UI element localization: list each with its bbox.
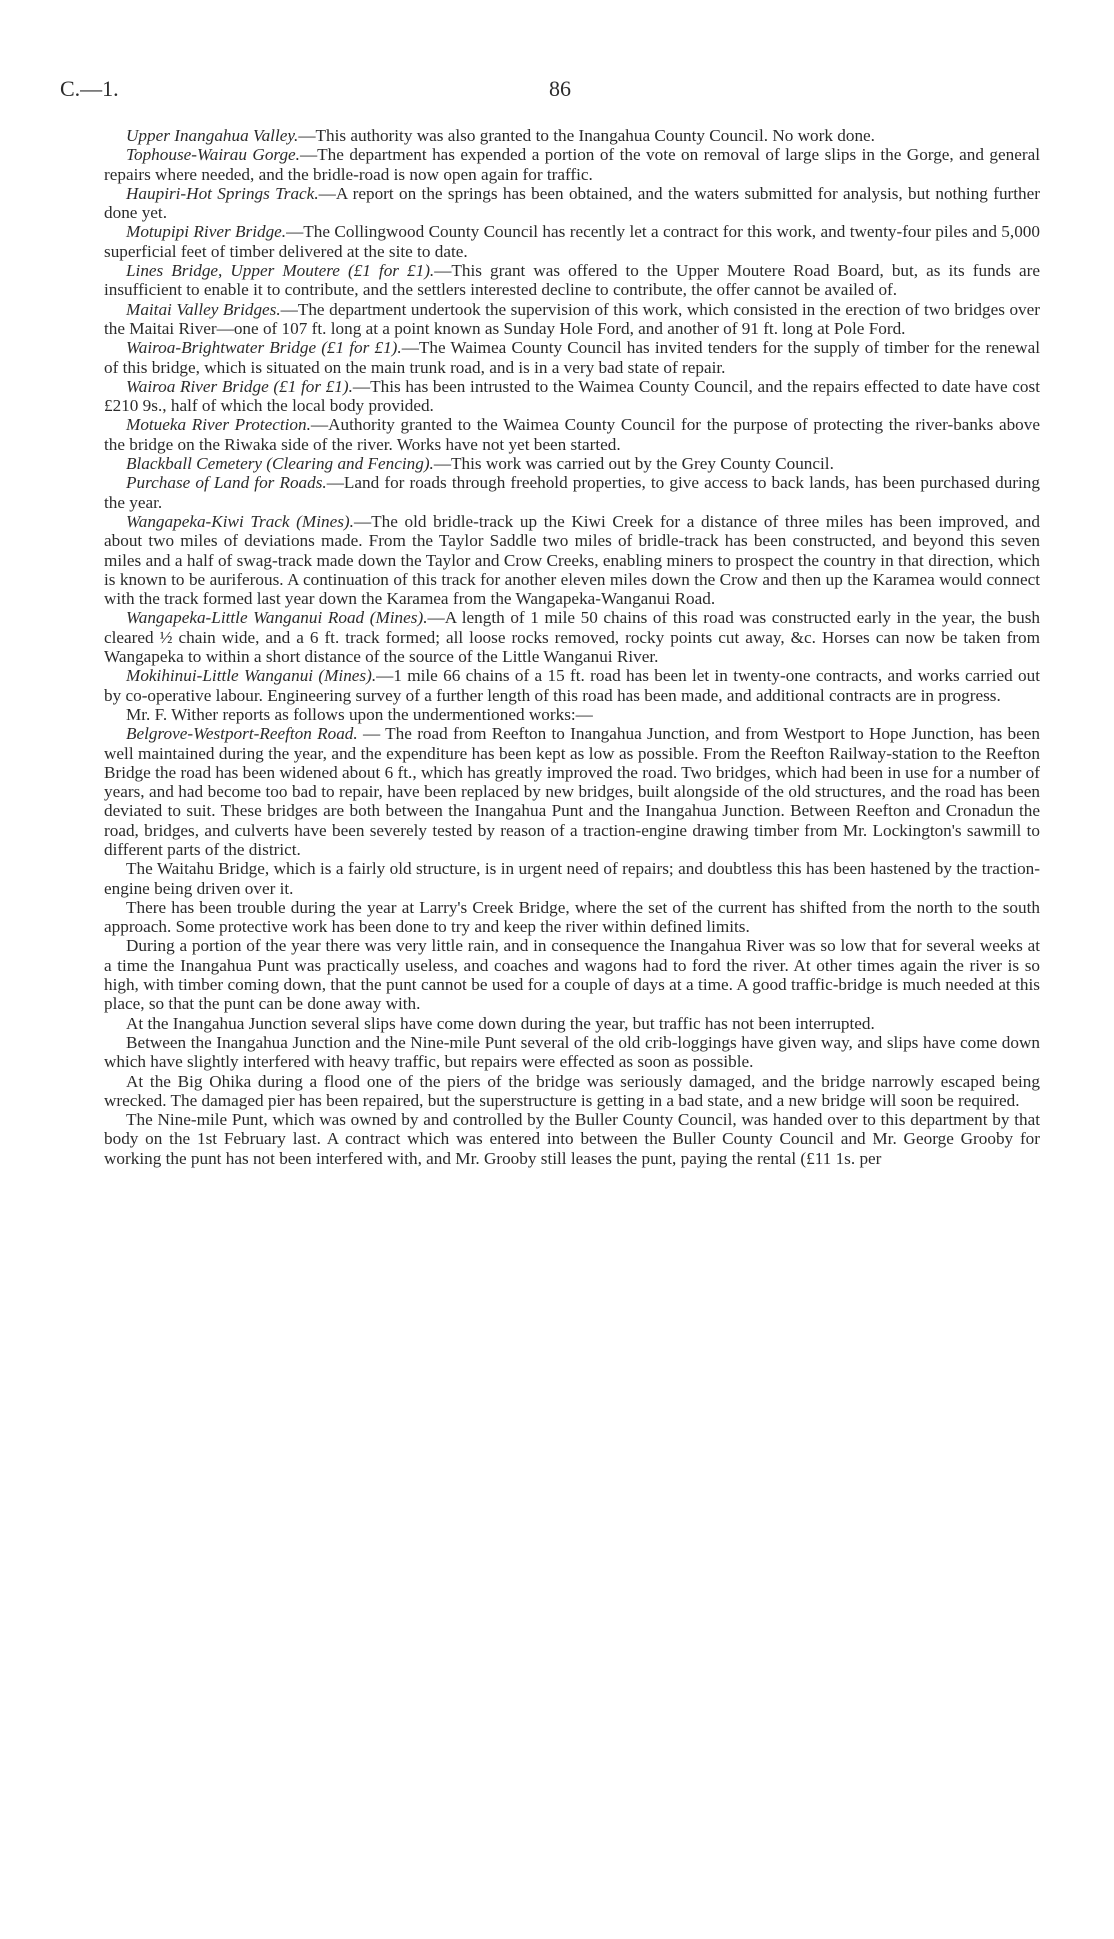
paragraph-title: Motueka River Protection.: [126, 415, 311, 435]
paragraph-title: Maitai Valley Bridges.: [126, 299, 281, 319]
paragraph-text: —This has been intrusted to the Waimea County Council, and the repairs effected to date have cost £210 9s., half of which the local body provided.: [104, 376, 1040, 416]
paragraph-text: —A report on the springs has been obtained, and the waters submitted for analysis, but nothing further done yet.: [104, 183, 1040, 223]
paragraph: [104, 415, 1040, 454]
paragraph-text: —A length of 1 mile 50 chains of this road was constructed early in the year, the bush cleared ½ chain wide, and a 6 ft. track formed; all loose rocks removed, rocky points cut away, &c. Horses can now be taken from Wangapeka to within a short distance of the source of the Little Wanganui River.: [104, 608, 1040, 667]
paragraph-title: Wairoa-Brightwater Bridge (£1 for £1).: [126, 338, 402, 358]
paragraph-title: Lines Bridge, Upper Moutere (£1 for £1).: [126, 261, 435, 281]
paragraph-title: Motupipi River Bridge.: [126, 222, 287, 242]
paragraph: [104, 300, 1040, 339]
paragraph-text: During a portion of the year there was very little rain, and in consequence the Inangahua River was so low that for several weeks at a time the Inangahua Punt was practically useless, and coaches and wagons had to ford the river. At other times again the river is so high, with timber coming down, that the punt cannot be used for a couple of days at a time. A good traffic-bridge is much needed at this place, so that the punt can be done away with.: [104, 936, 1040, 1014]
paragraph-title: Purchase of Land for Roads.: [126, 473, 327, 493]
paragraph-text: The Nine-mile Punt, which was owned by and controlled by the Buller County Council, was handed over to this department by that body on the 1st February last. A contract which was entered into between the Buller County Council and Mr. George Grooby for working the punt has not been interfered with, and Mr. Grooby still leases the punt, paying the rental (£11 1s. per: [104, 1110, 1040, 1168]
paragraph-text: Mr. F. Wither reports as follows upon the undermentioned works:—: [126, 704, 593, 724]
paragraph-text: —Authority granted to the Waimea County Council for the purpose of protecting the river-banks above the bridge on the Riwaka side of the river. Works have not yet been started.: [104, 415, 1040, 454]
paragraph-text: —The department undertook the supervision of this work, which consisted in the erection of two bridges over the Maitai River—one of 107 ft. long at a point known as Sunday Hole Ford, and another of 91 ft. long at Pole Ford.: [104, 299, 1040, 338]
paragraph-text: —This work was carried out by the Grey County Council.: [433, 454, 834, 474]
paragraph: [104, 184, 1040, 223]
paragraph: [104, 898, 1040, 937]
paragraph: [104, 377, 1040, 416]
paragraph: [104, 608, 1040, 666]
page-number: 86: [549, 76, 571, 101]
paragraph-title: Belgrove-Westport-Reefton Road.: [126, 724, 358, 744]
paragraph: [104, 512, 1040, 608]
paragraph-title: Tophouse-Wairau Gorge.: [126, 145, 300, 165]
paragraph-title: Wangapeka-Kiwi Track (Mines).: [126, 511, 354, 531]
paragraph: [104, 145, 1040, 184]
paragraph-text: —The Waimea County Council has invited tenders for the supply of timber for the renewal of this bridge, which is situated on the main trunk road, and is in a very bad state of repair.: [104, 338, 1040, 377]
paragraph: [104, 1072, 1040, 1111]
paragraph-text: —This authority was also granted to the Inangahua County Council. No work done.: [298, 126, 875, 145]
paragraph-title: Wangapeka-Little Wanganui Road (Mines).: [126, 608, 428, 628]
paragraph-text: There has been trouble during the year at Larry's Creek Bridge, where the set of the current has shifted from the north to the south approach. Some protective work has been done to try and keep the river within defined limits.: [104, 897, 1040, 937]
paragraph: [104, 126, 1040, 145]
paragraph: [104, 705, 1040, 724]
paragraph-text: —Land for roads through freehold properties, to give access to back lands, has been purchased during the year.: [104, 473, 1040, 512]
body-text: [104, 126, 1040, 1168]
paragraph: [104, 222, 1040, 261]
paragraph-text: Between the Inangahua Junction and the Nine-mile Punt several of the old crib-loggings have given way, and slips have come down which have slightly interfered with heavy traffic, but repairs were effected as soon as possible.: [104, 1032, 1040, 1072]
paragraph: [104, 666, 1040, 705]
series-reference: C.—1.: [60, 76, 119, 101]
paragraph-text: —The Collingwood County Council has recently let a contract for this work, and twenty-four piles and 5,000 superficial feet of timber delivered at the site to date.: [104, 222, 1040, 261]
paragraph: [104, 1033, 1040, 1072]
paragraph-text: —The old bridle-track up the Kiwi Creek for a distance of three miles has been improved, and about two miles of deviations made. From the Taylor Saddle two miles of bridle-track has been constructed, and beyond this seven miles and a half of swag-track made down the Taylor and Crow Creeks, enabling miners to prospect the country in that direction, which is known to be auriferous. A continuation of this track for another eleven miles down the Crow and then up the Karamea would connect with the track formed last year down the Karamea from the Wangapeka-Wanganui Road.: [104, 511, 1040, 609]
paragraph: [104, 454, 1040, 473]
paragraph: [104, 724, 1040, 859]
paragraph: [104, 1110, 1040, 1168]
paragraph: [104, 1014, 1040, 1033]
paragraph-text: The Waitahu Bridge, which is a fairly old structure, is in urgent need of repairs; and doubtless this has been hastened by the traction-engine being driven over it.: [104, 859, 1040, 898]
paragraph: [104, 936, 1040, 1013]
paragraph-title: Blackball Cemetery (Clearing and Fencing).: [126, 454, 434, 474]
paragraph: [104, 261, 1040, 300]
paragraph: [104, 338, 1040, 377]
paragraph-text: — The road from Reefton to Inangahua Junction, and from Westport to Hope Junction, has been well maintained during the year, and the expenditure has been kept as low as possible. From the Reefton Railway-station to the Reefton Bridge the road has been widened about 6 ft., which has greatly improved the road. Two bridges, which had been in use for a number of years, and had become too bad to repair, have been replaced by new bridges, built alongside of the old structures, and the road has been deviated to suit. These bridges are both between the Inangahua Punt and the Inangahua Junction. Between Reefton and Cronadun the road, bridges, and culverts have been severely tested by reason of a traction-engine drawing timber from Mr. Lockington's sawmill to different parts of the district.: [104, 724, 1040, 859]
paragraph-text: At the Inangahua Junction several slips have come down during the year, but traffic has not been interrupted.: [126, 1013, 875, 1033]
paragraph-text: —1 mile 66 chains of a 15 ft. road has been let in twenty-one contracts, and works carried out by co-operative labour. Engineering survey of a further length of this road has been made, and additional contracts are in progress.: [104, 666, 1040, 705]
paragraph: [104, 473, 1040, 512]
paragraph-title: Haupiri-Hot Springs Track.: [126, 183, 319, 203]
paragraph-title: Wairoa River Bridge (£1 for £1).: [126, 376, 353, 396]
paragraph: [104, 859, 1040, 898]
paragraph-text: —This grant was offered to the Upper Moutere Road Board, but, as its funds are insufficient to enable it to contribute, and the settlers interested decline to contribute, the offer cannot be availed of.: [104, 261, 1040, 300]
paragraph-title: Upper Inangahua Valley.: [126, 126, 299, 145]
paragraph-title: Mokihinui-Little Wanganui (Mines).: [126, 666, 377, 686]
paragraph-text: —The department has expended a portion of the vote on removal of large slips in the Gorge, and general repairs where needed, and the bridle-road is now open again for traffic.: [104, 145, 1040, 184]
page-header: [60, 76, 1060, 102]
paragraph-text: At the Big Ohika during a flood one of the piers of the bridge was seriously damaged, and the bridge narrowly escaped being wrecked. The damaged pier has been repaired, but the superstructure is getting in a bad state, and a new bridge will soon be required.: [104, 1071, 1040, 1110]
